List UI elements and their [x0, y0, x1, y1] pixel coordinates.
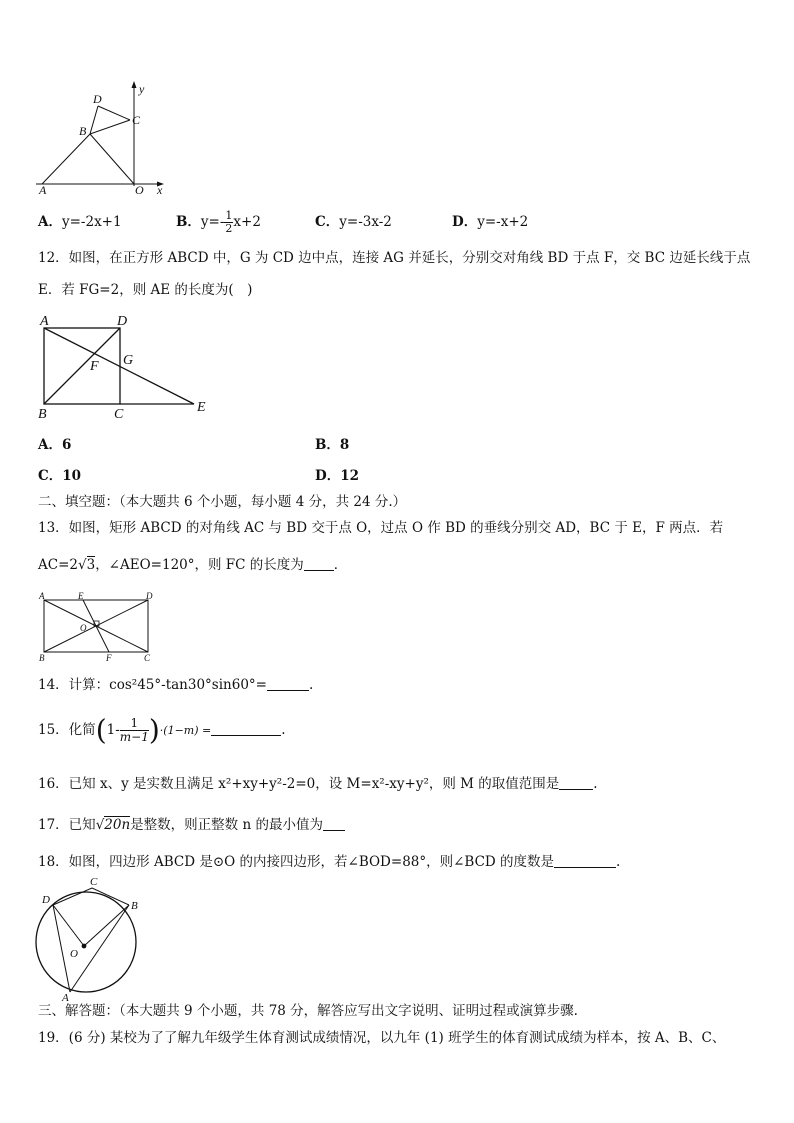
q15-left-paren: ( [95, 713, 107, 747]
section-2-heading: 二、填空题：（本大题共 6 个小题，每小题 4 分，共 24 分.） [38, 494, 407, 510]
q18-label-c: C [90, 876, 98, 888]
q11-label-d: D [93, 92, 102, 106]
q13-question-line1: 13．如图，矩形 ABCD 的对角线 AC 与 BD 交于点 O，过点 O 作 BD 的垂线分别交 AD，BC 于 E，F 两点．若 [38, 520, 724, 536]
q18-label-b: B [131, 900, 138, 912]
q18-label-o: O [70, 948, 78, 960]
q16-question: 16．已知 x、y 是实数且满足 x²+xy+y²-2=0，设 M=x²-xy+y²，则 M 的取值范围是 . [38, 776, 598, 792]
q19-question: 19．(6 分) 某校为了了解九年级学生体育测试成绩情况，以九年 (1) 班学生的体育测试成绩为样本，按 A、B、C、 [38, 1030, 726, 1046]
q14-question: 14．计算：cos²45°-tan30°sin60°= . [38, 677, 314, 693]
q14-answer-blank[interactable] [267, 678, 309, 691]
q13-label-o: O [80, 623, 87, 633]
q11-label-y: y [139, 82, 145, 96]
q12-label-c: C [114, 407, 124, 422]
q11-label-b: B [79, 124, 87, 138]
q12-question-line2: E．若 FG=2，则 AE 的长度为( ) [38, 282, 253, 298]
q11-label-a: A [39, 183, 47, 194]
q17-answer-blank[interactable] [323, 818, 345, 831]
q12-option-d: D．12 [315, 468, 359, 484]
q13-answer-blank[interactable] [304, 558, 334, 571]
q15-fraction: $\frac{1}{m-1}$ [119, 716, 149, 744]
q18-answer-blank[interactable] [554, 855, 616, 868]
q12-option-c: C．10 [38, 468, 82, 484]
q18-figure [32, 874, 152, 1002]
section-3-heading: 三、解答题：（本大题共 9 个小题，共 78 分，解答应写出文字说明、证明过程或演算步骤. [38, 1003, 578, 1019]
q17-question: 17．已知√20n是整数，则正整数 n 的最小值为 [38, 818, 345, 833]
q12-option-a: A．6 [38, 437, 72, 453]
q11-option-b: B．y=- $\frac{1}{2}$ x+2 [176, 209, 261, 235]
q13-label-c: C [144, 653, 151, 663]
q12-question-line1: 12．如图，在正方形 ABCD 中，G 为 CD 边中点，连接 AG 并延长，分别交对角线 BD 于点 F，交 BC 边延长线于点 [38, 250, 751, 266]
q18-question: 18．如图，四边形 ABCD 是⊙O 的内接四边形，若∠BOD=88°，则∠BCD 的度数是 . [38, 854, 621, 870]
q13-label-a: A [39, 591, 45, 601]
q13-label-b: B [39, 653, 45, 663]
q13-label-f: F [106, 653, 112, 663]
q12-label-f: F [90, 359, 99, 374]
q11-label-x: x [157, 183, 163, 194]
q13-label-d: D [146, 591, 153, 601]
q15-right-paren: ) [148, 713, 160, 747]
q11-figure [30, 78, 170, 194]
q15-question: 15．化简(1- $\frac{1}{m-1}$ )·(1−m) = . [38, 713, 286, 747]
q11-option-d: D．y=-x+2 [452, 214, 529, 230]
q11-option-c: C．y=-3x-2 [315, 214, 392, 230]
q11-option-b-fraction: $\frac{1}{2}$ [225, 209, 233, 235]
q17-sqrt: √20n [95, 817, 131, 833]
q12-label-d: D [117, 314, 128, 329]
q13-label-e: E [78, 591, 84, 601]
q12-label-a: A [40, 314, 49, 329]
q15-answer-blank[interactable] [211, 723, 281, 736]
q13-figure [36, 590, 160, 664]
q12-label-g: G [123, 353, 134, 368]
q16-answer-blank[interactable] [559, 777, 593, 790]
q13-sqrt: √3 [77, 557, 96, 573]
q12-option-b: B．8 [315, 437, 350, 453]
q11-option-a: A．y=-2x+1 [38, 214, 122, 230]
q12-label-b: B [38, 407, 47, 422]
q18-label-d: D [42, 894, 50, 906]
q11-label-c: C [132, 113, 141, 127]
q12-figure [34, 310, 214, 422]
q18-label-a: A [62, 992, 69, 1002]
q11-label-o: O [135, 183, 144, 194]
q13-question-line2: AC=2√3，∠AEO=120°，则 FC 的长度为 ． [38, 557, 348, 573]
q12-label-e: E [197, 400, 206, 415]
